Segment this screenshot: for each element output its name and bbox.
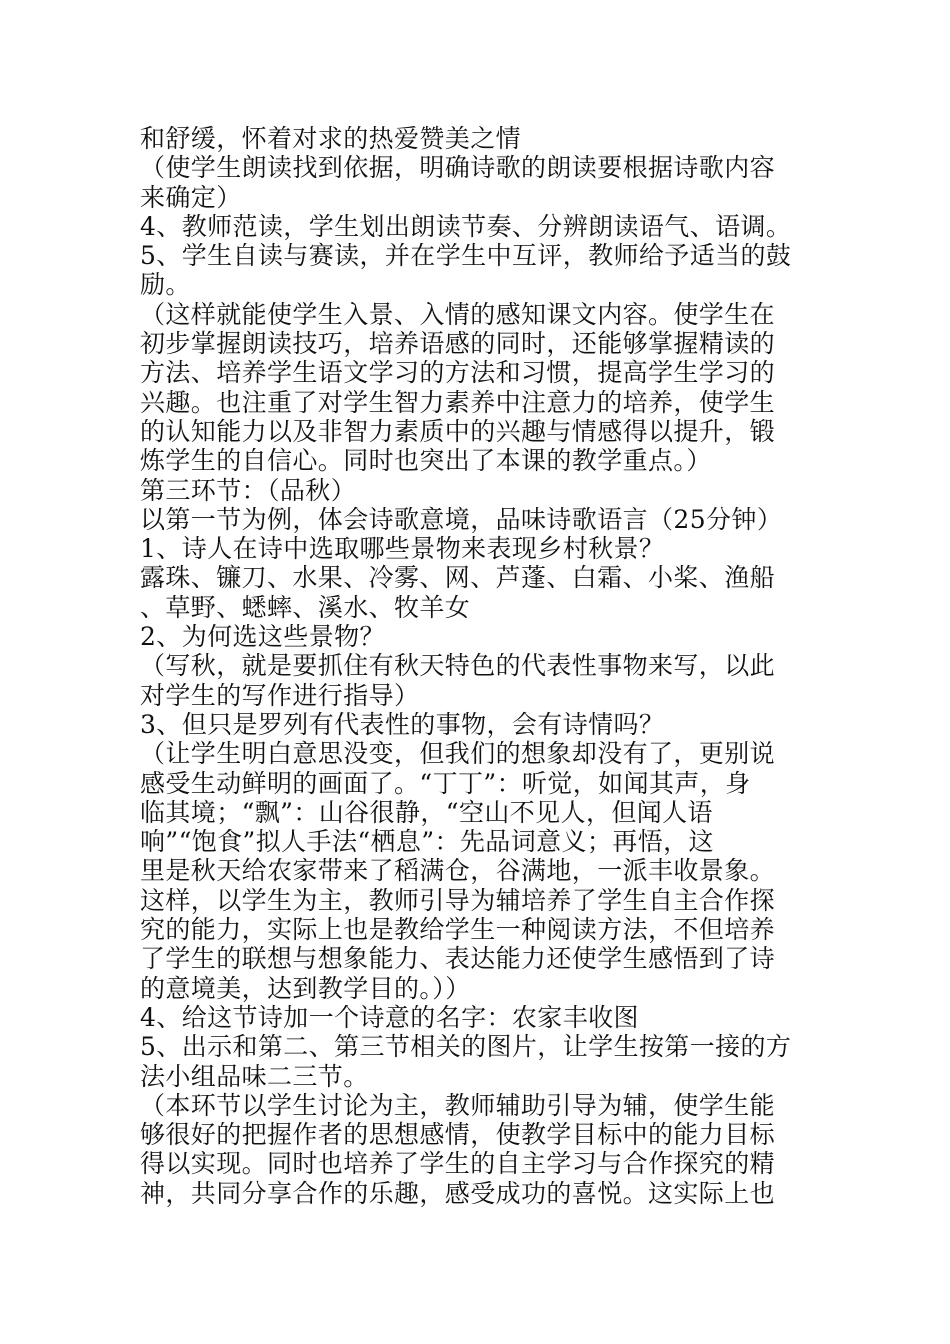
text-line: 3、但只是罗列有代表性的事物，会有诗情吗？ <box>140 709 665 739</box>
text-line: 兴趣。也注重了对学生智力素养中注意力的培养，使学生 <box>140 387 776 417</box>
text-line: 、草野、蟋蟀、溪水、牧羊女 <box>140 592 471 622</box>
text-line: 1、诗人在诗中选取哪些景物来表现乡村秋景？ <box>140 534 665 564</box>
document-body <box>140 124 800 1208</box>
text-line: 方法、培养学生语文学习的方法和习惯，提高学生学习的 <box>140 358 776 388</box>
text-line: 法小组品味二三节。 <box>140 1061 369 1091</box>
text-line: 和舒缓，怀着对求的热爱赞美之情 <box>140 124 522 153</box>
text-line: 响”“饱食”拟人手法“栖息”：先品词意义；再悟，这 <box>140 827 714 857</box>
text-line: 究的能力，实际上也是教给学生一种阅读方法，不但培养 <box>140 915 776 945</box>
text-line: 临其境；“飘”：山谷很静，“空山不见人，但闻人语 <box>140 797 713 827</box>
text-line: 得以实现。同时也培养了学生的自主学习与合作探究的精 <box>140 1149 776 1179</box>
text-line: 以第一节为例，体会诗歌意境，品味诗歌语言（25分钟） <box>140 504 783 534</box>
text-line: 的认知能力以及非智力素质中的兴趣与情感得以提升，锻 <box>140 416 776 446</box>
text-line: 够很好的把握作者的思想感情，使教学目标中的能力目标 <box>140 1120 776 1150</box>
text-line: （使学生朗读找到依据，明确诗歌的朗读要根据诗歌内容 <box>140 153 776 183</box>
text-line: 2、为何选这些景物？ <box>140 622 385 652</box>
section-heading: 第三环节：（品秋） <box>140 475 357 505</box>
text-line: 感受生动鲜明的画面了。“丁丁”：听觉，如闻其声，身 <box>140 768 751 798</box>
text-line: 4、给这节诗加一个诗意的名字：农家丰收图 <box>140 1002 639 1032</box>
text-line: 初步掌握朗读技巧，培养语感的同时，还能够掌握精读的 <box>140 329 776 359</box>
text-line: 神，共同分享合作的乐趣，感受成功的喜悦。这实际上也 <box>140 1178 776 1208</box>
text-line: 励。 <box>140 270 191 300</box>
text-line: 的意境美，达到教学目的。）） <box>140 973 471 1003</box>
text-line: （这样就能使学生入景、入情的感知课文内容。使学生在 <box>140 299 776 329</box>
text-line: 露珠、镰刀、水果、冷雾、网、芦蓬、白霜、小桨、渔船 <box>140 563 776 593</box>
text-line: 4、教师范读，学生划出朗读节奏、分辨朗读语气、语调。 <box>140 211 792 241</box>
text-line: （本环节以学生讨论为主，教师辅助引导为辅，使学生能 <box>140 1090 776 1120</box>
text-line: （让学生明白意思没变，但我们的想象却没有了，更别说 <box>140 739 776 769</box>
text-line: 对学生的写作进行指导） <box>140 680 420 710</box>
text-line: 来确定） <box>140 182 242 212</box>
text-line: 5、出示和第二、第三节相关的图片，让学生按第一接的方 <box>140 1032 792 1062</box>
text-line: 这样，以学生为主，教师引导为辅培养了学生自主合作探 <box>140 885 776 915</box>
text-line: 里是秋天给农家带来了稻满仓，谷满地，一派丰收景象。 <box>140 856 776 886</box>
text-line: （写秋，就是要抓住有秋天特色的代表性事物来写，以此 <box>140 651 776 681</box>
text-line: 炼学生的自信心。同时也突出了本课的教学重点。） <box>140 446 712 476</box>
text-line: 5、学生自读与赛读，并在学生中互评，教师给予适当的鼓 <box>140 241 792 271</box>
text-line: 了学生的联想与想象能力、表达能力还使学生感悟到了诗 <box>140 944 776 974</box>
